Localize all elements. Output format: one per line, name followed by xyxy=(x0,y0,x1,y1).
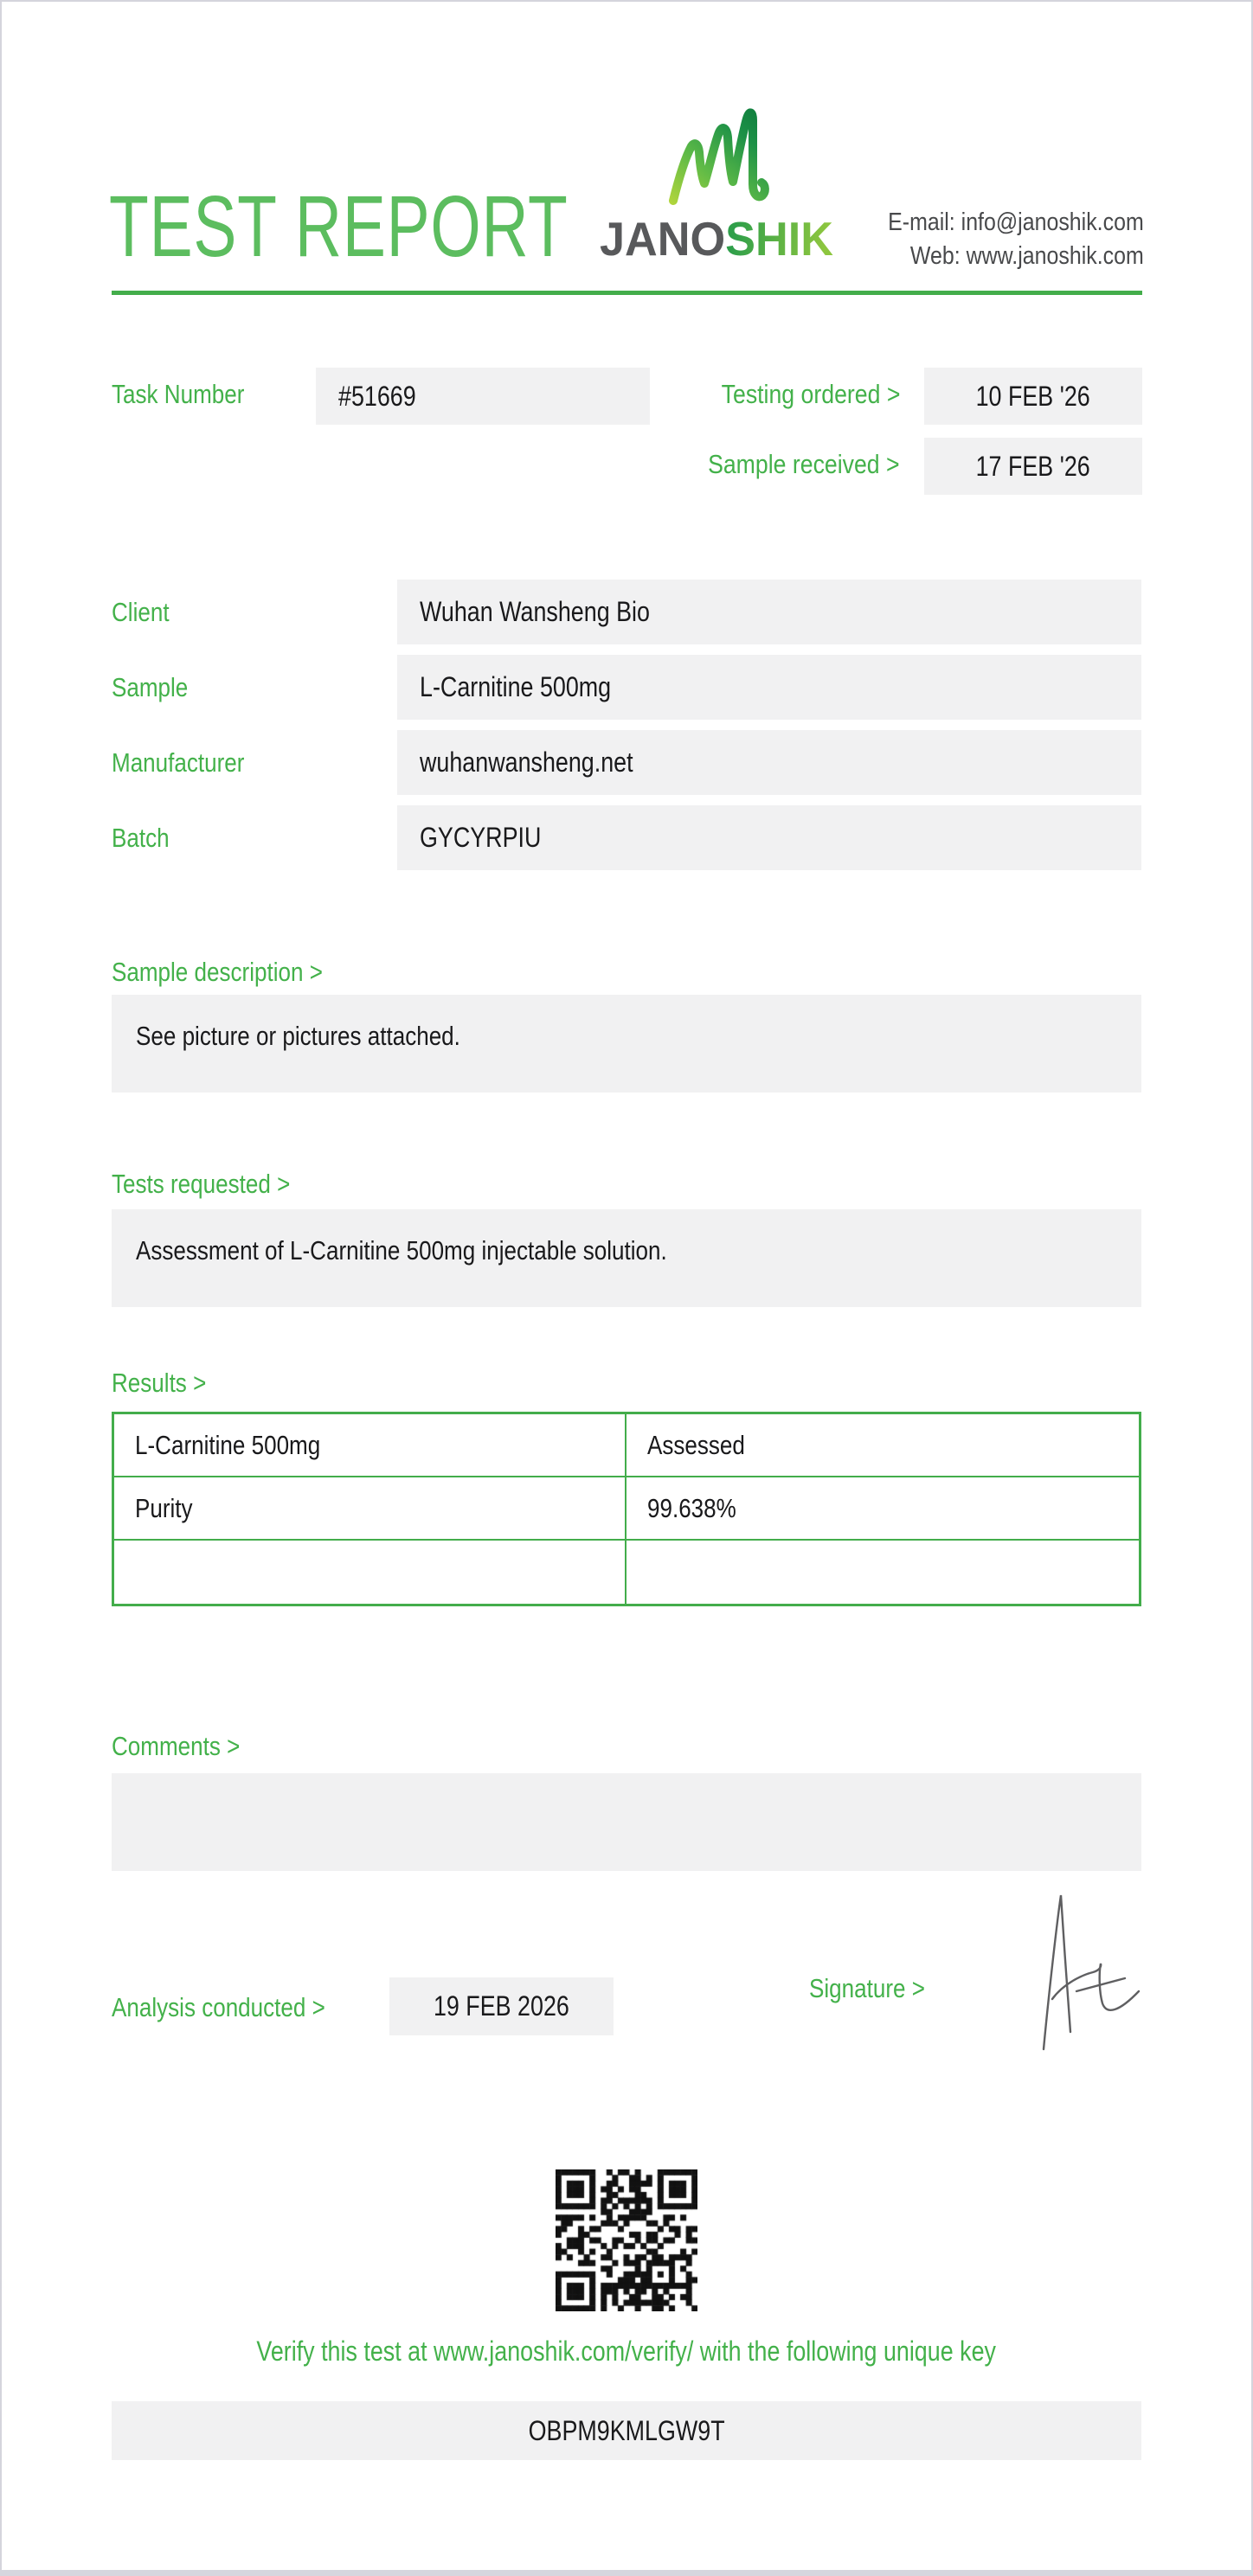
logo-jano: JANO xyxy=(600,212,726,266)
header-rule xyxy=(112,291,1142,295)
manufacturer-label: Manufacturer xyxy=(112,747,245,778)
sample-received-value: 17 FEB '26 xyxy=(975,450,1091,482)
verify-text: Verify this test at www.janoshik.com/verify/ with the following unique key xyxy=(256,2336,997,2367)
testing-ordered-value: 10 FEB '26 xyxy=(975,380,1091,412)
manufacturer-value-box xyxy=(397,730,1141,795)
signature-image xyxy=(1034,1888,1148,2058)
logo-shik: SHIK xyxy=(725,212,834,266)
qr-code xyxy=(556,2169,697,2311)
results-label: Results > xyxy=(112,1368,207,1398)
comments-label: Comments > xyxy=(112,1731,241,1761)
results-cell-r0c0: L-Carnitine 500mg xyxy=(114,1414,626,1477)
results-cell-r2c1 xyxy=(626,1541,1139,1604)
analysis-conducted-label: Analysis conducted > xyxy=(112,1992,325,2022)
manufacturer-value: wuhanwansheng.net xyxy=(420,747,633,778)
comments-box xyxy=(112,1773,1141,1871)
task-number-value: #51669 xyxy=(338,380,416,412)
testing-ordered-value-box xyxy=(924,368,1142,425)
results-cell-r2c0 xyxy=(114,1541,626,1604)
sample-description-label: Sample description > xyxy=(112,957,323,987)
page-title-text: TEST REPORT xyxy=(109,178,569,275)
client-value: Wuhan Wansheng Bio xyxy=(420,596,650,627)
contact-email: E-mail: info@janoshik.com xyxy=(888,208,1144,236)
sample-description-text: See picture or pictures attached. xyxy=(136,1021,460,1051)
contact-block xyxy=(781,206,1144,273)
analysis-date-value: 19 FEB 2026 xyxy=(434,1990,569,2022)
client-value-box xyxy=(397,580,1141,644)
sample-value-box xyxy=(397,655,1141,720)
contact-web: Web: www.janoshik.com xyxy=(910,242,1144,270)
batch-label: Batch xyxy=(112,823,170,853)
unique-key-value: OBPM9KMLGW9T xyxy=(528,2414,725,2446)
tests-requested-label: Tests requested > xyxy=(112,1169,291,1199)
testing-ordered-label: Testing ordered > xyxy=(721,379,900,409)
page-bottom-edge xyxy=(0,2570,1253,2576)
sample-received-value-box xyxy=(924,438,1142,495)
results-cell-r1c1: 99.638% xyxy=(626,1477,1139,1541)
sample-label: Sample xyxy=(112,672,189,702)
client-label: Client xyxy=(112,597,170,627)
batch-value-box xyxy=(397,805,1141,870)
signature-label: Signature > xyxy=(809,1973,925,2003)
logo-peaks-icon xyxy=(666,102,781,218)
unique-key-box xyxy=(112,2401,1141,2460)
sample-received-label: Sample received > xyxy=(708,449,900,479)
task-number-label: Task Number xyxy=(112,379,245,409)
batch-value: GYCYRPIU xyxy=(420,822,542,853)
results-table xyxy=(112,1412,1141,1606)
sample-description-box xyxy=(112,995,1141,1093)
task-number-value-box xyxy=(316,368,650,425)
results-cell-r0c1: Assessed xyxy=(626,1414,1139,1477)
tests-requested-box xyxy=(112,1209,1141,1307)
analysis-date-box xyxy=(389,1977,614,2035)
sample-value: L-Carnitine 500mg xyxy=(420,671,612,702)
tests-requested-text: Assessment of L-Carnitine 500mg injectable solution. xyxy=(136,1235,667,1266)
results-cell-r1c0: Purity xyxy=(114,1477,626,1541)
